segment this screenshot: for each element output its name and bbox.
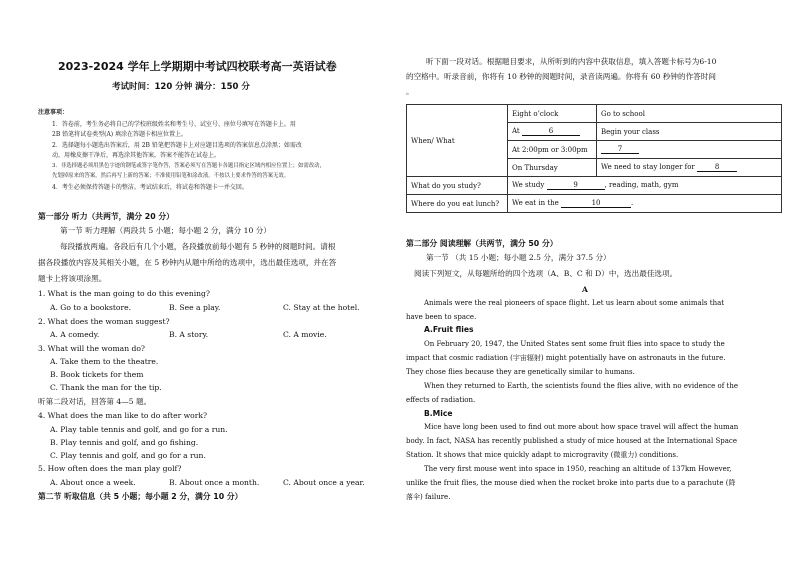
q5-option-b[interactable]: B. About once a month. xyxy=(169,478,260,487)
schedule-cell xyxy=(597,159,782,177)
part1-sec2-heading: 第二节 听取信息（共 5 小题；每小题 2 分，满分 10 分） xyxy=(38,492,243,501)
schedule-cell: At 2:00pm or 3:00pm xyxy=(508,141,597,159)
passage-line: When they returned to Earth, the scientists found the flies alive, with no evidence of the xyxy=(424,382,739,390)
part2-sec1-heading: 第一节 （共 15 小题；每小题 2.5 分，满分 37.5 分） xyxy=(426,253,611,262)
study-cell xyxy=(508,177,782,195)
part1-intro-line: 每段播放两遍。各段后有几个小题，各段播放前每小题有 5 秒钟的阅题时间。请根 xyxy=(60,242,336,251)
lunch-cell: We eat in the 10 . xyxy=(508,195,782,213)
answer-blank-8[interactable]: 8 xyxy=(697,163,737,172)
part2-instruction: 阅读下列短文，从每题所给的四个选项（A、B、C 和 D）中，选出最佳选项。 xyxy=(414,269,678,278)
passage-line: impact that cosmic radiation (宇宙辐射) might potentially have on astronauts in the future. xyxy=(406,354,726,362)
study-label: What do you study? xyxy=(407,177,508,195)
study-suffix: , reading, math, gym xyxy=(604,181,679,189)
passage-line: Animals were the real pioneers of space flight. Let us learn about some animals that xyxy=(424,299,725,307)
q3-option-c[interactable]: C. Thank the man for the tip. xyxy=(50,383,162,392)
q5-option-c[interactable]: C. About once a year. xyxy=(283,478,365,487)
q3-option-a[interactable]: A. Take them to the theatre. xyxy=(50,357,159,366)
exam-time: 考试时间：120 分钟 满分：150 分 xyxy=(112,82,250,92)
passage-line: body. In fact, NASA has recently published a study of mice housed at the International Space xyxy=(406,437,737,445)
schedule-table xyxy=(406,104,782,213)
q4-option-a[interactable]: A. Play table tennis and golf, and go for a run. xyxy=(50,425,228,434)
sec2-intro-line: 听下面一段对话。根据题目要求，从所听到的内容中获取信息，填入答题卡标号为6-10 xyxy=(426,57,717,66)
q1-stem: 1. What is the man going to do this evening? xyxy=(38,289,210,298)
subheading-mice: B.Mice xyxy=(424,409,453,418)
part1-heading: 第一部分 听力（共两节，满分 20 分） xyxy=(38,212,174,221)
q2-stem: 2. What does the woman suggest? xyxy=(38,317,170,326)
q2-option-a[interactable]: A. A comedy. xyxy=(50,330,100,339)
part2-heading: 第二部分 阅读理解（共两节，满分 50 分） xyxy=(406,239,558,248)
note-line: 3．非选择题必须用黑色字迹的钢笔或签字笔作答，答案必须写在答题卡各题目指定区域内相应位置上；如需改动， xyxy=(52,163,325,169)
passage-label: A xyxy=(582,285,588,294)
q3-stem: 3. What will the woman do? xyxy=(38,344,146,353)
exam-title: 2023-2024 学年上学期期中考试四校联考高一英语试卷 xyxy=(58,60,337,73)
q2-option-b[interactable]: B. A story. xyxy=(169,330,209,339)
schedule-cell: Eight o’clock xyxy=(508,105,597,123)
when-what-label: When/ What xyxy=(407,105,508,177)
subheading-fruit-flies: A.Fruit flies xyxy=(424,325,474,334)
q2-option-c[interactable]: C. A movie. xyxy=(283,330,327,339)
lunch-prefix: We eat in the xyxy=(512,199,559,207)
q5-option-a[interactable]: A. About once a week. xyxy=(50,478,136,487)
schedule-cell-prefix: At xyxy=(512,127,520,135)
passage-line: 落伞) failure. xyxy=(406,493,451,501)
q4-option-c[interactable]: C. Play tennis and golf, and go for a run. xyxy=(50,451,206,460)
schedule-cell: Go to school xyxy=(597,105,782,123)
passage-line: unlike the fruit flies, the mouse died when the rocket broke into parts due to a parachute (降 xyxy=(406,479,736,487)
q1-option-a[interactable]: A. Go to a bookstore. xyxy=(50,303,132,312)
part1-intro-line: 据各段播放内容及其相关小题，在 5 秒钟内从题中所给的选项中，选出最佳选项，并在答 xyxy=(38,258,337,267)
q3-option-b[interactable]: B. Book tickets for them xyxy=(50,370,144,379)
schedule-cell: On Thursday xyxy=(508,159,597,177)
schedule-cell-prefix: We need to stay longer for xyxy=(601,163,695,171)
answer-blank-7[interactable]: 7 xyxy=(601,145,639,154)
dialog2-instruction: 听第二段对话，回答第 4—5 题。 xyxy=(38,397,152,406)
passage-line: The very first mouse went into space in 1950, reaching an altitude of 137km However, xyxy=(424,465,732,473)
lunch-label: Where do you eat lunch? xyxy=(407,195,508,213)
sec2-intro-line: 。 xyxy=(406,87,414,96)
schedule-cell: Begin your class xyxy=(597,123,782,141)
study-prefix: We study xyxy=(512,181,545,189)
note-line: 动，用橡皮擦干净后，再选涂其他答案，答案不能答在试卷上。 xyxy=(52,152,221,159)
note-line: 1．答卷前，考生务必将自己的学校班级姓名和考生号、试室号、座位号填写在答题卡上。用 xyxy=(52,121,296,128)
answer-blank-9[interactable]: 9 xyxy=(547,181,605,190)
passage-line: They chose flies because they are genetically similar to humans. xyxy=(406,368,635,376)
passage-line: have been to space. xyxy=(406,313,477,321)
schedule-cell xyxy=(508,123,597,141)
note-line: 2．选择题每小题选出答案后，用 2B 铅笔把答题卡上对应题目选项的答案信息点涂黑；如需改 xyxy=(52,142,302,149)
answer-blank-10[interactable]: 10 xyxy=(561,199,631,208)
part1-sec1-heading: 第一节 听力理解（两段共 5 小题；每小题 2 分，满分 10 分） xyxy=(60,226,271,235)
part1-intro-line: 题卡上将该项涂黑。 xyxy=(38,274,107,283)
sec2-intro-line: 的空格中。听录音前，你将有 10 秒钟的阅题时间，录音读两遍。你将有 60 秒钟的作答时间 xyxy=(406,72,716,81)
passage-line: Mice have long been used to find out more about how space travel will affect the human xyxy=(424,423,739,431)
schedule-cell xyxy=(597,141,782,159)
passage-line: On February 20, 1947, the United States sent some fruit flies into space to study the xyxy=(424,340,725,348)
q4-stem: 4. What does the man like to do after work? xyxy=(38,411,208,420)
q5-stem: 5. How often does the man play golf? xyxy=(38,464,182,473)
note-line: 2B 铅笔将试卷类型(A) 填涂在答题卡相应位置上。 xyxy=(52,131,188,138)
note-line: 先划掉原来的答案，然后再写上新的答案；不准使用铅笔和涂改液。不按以上要求作答的答案无效。 xyxy=(52,173,290,179)
note-line: 4．考生必须保持答题卡的整洁。考试结束后，将试卷和答题卡一并交回。 xyxy=(52,184,248,191)
q1-option-c[interactable]: C. Stay at the hotel. xyxy=(283,303,360,312)
notes-heading: 注意事项： xyxy=(38,109,69,116)
answer-blank-6[interactable]: 6 xyxy=(522,127,580,136)
passage-line: effects of radiation. xyxy=(406,396,476,404)
passage-line: Station. It shows that mice quickly adapt to microgravity (微重力) conditions. xyxy=(406,451,679,459)
q1-option-b[interactable]: B. See a play. xyxy=(169,303,221,312)
q4-option-b[interactable]: B. Play tennis and golf, and go fishing. xyxy=(50,438,199,447)
